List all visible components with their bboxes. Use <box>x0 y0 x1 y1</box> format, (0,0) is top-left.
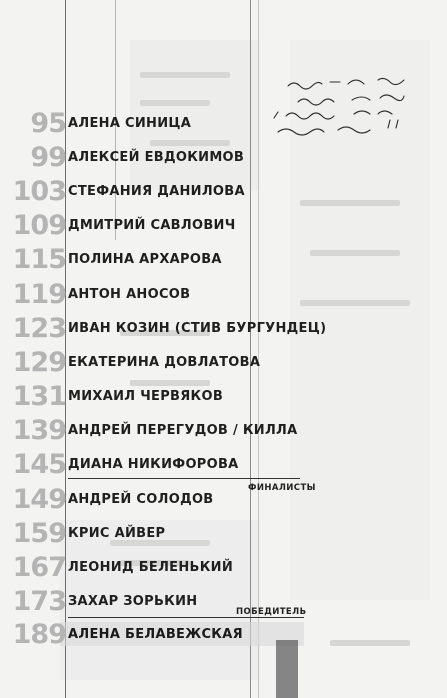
list-item <box>0 176 310 208</box>
page-number: 189 <box>12 619 66 650</box>
page-number: 103 <box>12 176 66 207</box>
page-number: 149 <box>12 484 66 515</box>
list-item <box>0 244 310 276</box>
list-item <box>0 415 310 447</box>
author-name: АЛЕКСЕЙ ЕВДОКИМОВ <box>68 150 245 165</box>
winner-label: ПОБЕДИТЕЛЬ <box>236 607 307 617</box>
list-item <box>0 518 310 550</box>
page-number: 131 <box>12 381 66 412</box>
list-item <box>0 142 310 174</box>
finalists-divider <box>68 478 300 479</box>
list-item <box>0 108 310 140</box>
page-number: 145 <box>12 449 66 480</box>
author-name: ДМИТРИЙ САВЛОВИЧ <box>68 218 236 233</box>
author-name: ПОЛИНА АРХАРОВА <box>68 252 222 267</box>
list-item <box>0 347 310 379</box>
author-name: АНТОН АНОСОВ <box>68 287 191 302</box>
winner-list-item <box>0 619 310 651</box>
author-name: АНДРЕЙ СОЛОДОВ <box>68 492 214 507</box>
background-dark-block <box>276 640 298 698</box>
author-name: СТЕФАНИЯ ДАНИЛОВА <box>68 184 245 199</box>
author-name: ИВАН КОЗИН (СТИВ БУРГУНДЕЦ) <box>68 321 327 336</box>
page-number: 123 <box>12 313 66 344</box>
page-number: 119 <box>12 279 66 310</box>
page-number: 173 <box>12 586 66 617</box>
list-item <box>0 210 310 242</box>
list-item <box>0 381 310 413</box>
list-item <box>0 279 310 311</box>
author-name: КРИС АЙВЕР <box>68 526 166 541</box>
winner-divider <box>68 617 304 618</box>
page-number: 167 <box>12 552 66 583</box>
author-name: АЛЕНА БЕЛАВЕЖСКАЯ <box>68 627 243 642</box>
list-item <box>0 313 327 345</box>
list-item <box>0 484 310 516</box>
list-item <box>0 552 310 584</box>
author-name: ЛЕОНИД БЕЛЕНЬКИЙ <box>68 560 234 575</box>
author-name: ЕКАТЕРИНА ДОВЛАТОВА <box>68 355 261 370</box>
finalists-label: ФИНАЛИСТЫ <box>248 483 316 493</box>
list-item <box>0 449 310 481</box>
author-name: АЛЕНА СИНИЦА <box>68 116 192 131</box>
page-number: 139 <box>12 415 66 446</box>
author-name: ЗАХАР ЗОРЬКИН <box>68 594 198 609</box>
page-number: 129 <box>12 347 66 378</box>
author-name: АНДРЕЙ ПЕРЕГУДОВ / КИЛЛА <box>68 423 298 438</box>
page-number: 115 <box>12 244 66 275</box>
page-number: 159 <box>12 518 66 549</box>
author-name: ДИАНА НИКИФОРОВА <box>68 457 239 472</box>
page-number: 109 <box>12 210 66 241</box>
page-number: 99 <box>30 142 66 173</box>
page-number: 95 <box>30 108 66 139</box>
author-name: МИХАИЛ ЧЕРВЯКОВ <box>68 389 224 404</box>
